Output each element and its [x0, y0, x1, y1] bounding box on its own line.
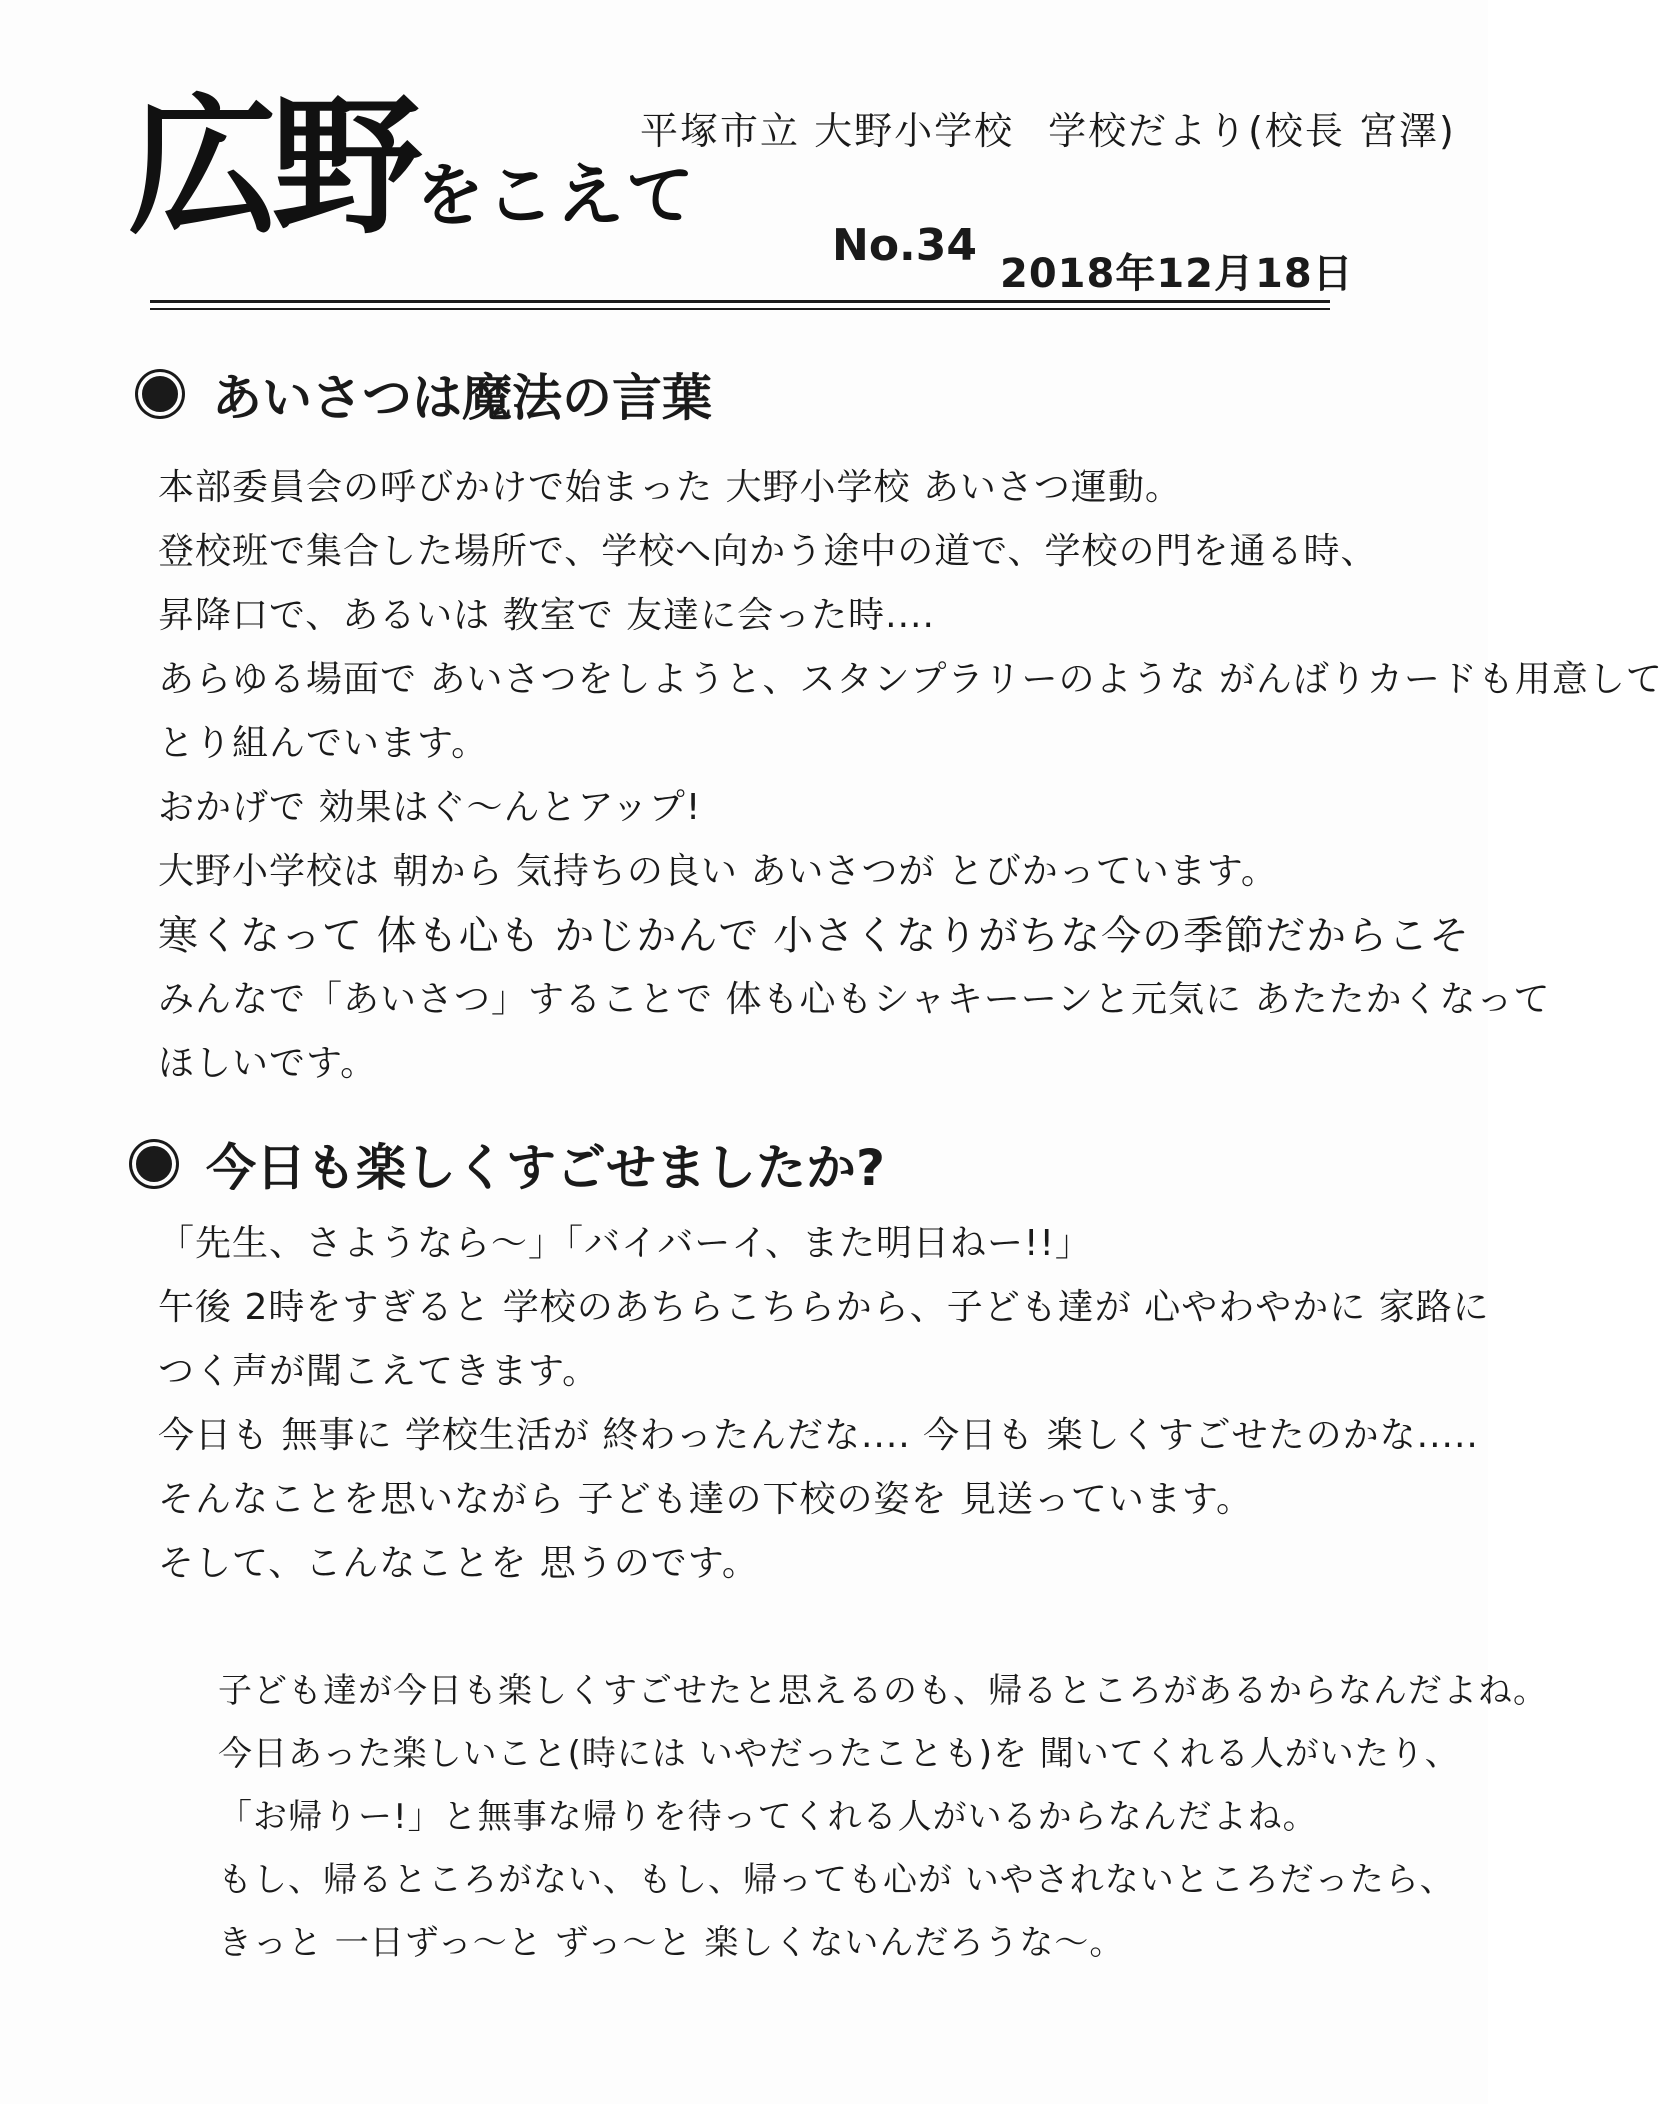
section-heading-text: あいさつは魔法の言葉: [212, 369, 712, 427]
section-heading-text: 今日も楽しくすごせましたか?: [206, 1139, 886, 1197]
body-line: みんなで「あいさつ」することで 体も心もシャキーーンと元気に あたたかくなって: [158, 979, 1551, 1020]
masthead-title-small: をこえて: [416, 156, 697, 236]
header-rule-top: [150, 300, 1330, 303]
bullet-icon: [136, 1146, 172, 1182]
body-line: とり組んでいます。: [158, 723, 489, 764]
body-line: ほしいです。: [158, 1043, 378, 1084]
quote-line: もし、帰るところがない、もし、帰っても心が いやされないところだったら、: [218, 1860, 1455, 1900]
quote-line: 今日あった楽しいこと(時には いやだったことも)を 聞いてくれる人がいたり、: [218, 1734, 1460, 1774]
body-line: 「先生、さようなら〜」「バイバーイ、また明日ねー!!」: [158, 1223, 1092, 1264]
quote-line: きっと 一日ずっ〜と ずっ〜と 楽しくないんだろうな〜。: [218, 1923, 1125, 1963]
body-line: 今日も 無事に 学校生活が 終わったんだな.... 今日も 楽しくすごせたのかな.....: [158, 1415, 1479, 1456]
body-line: 本部委員会の呼びかけで始まった 大野小学校 あいさつ運動。: [158, 467, 1182, 508]
body-line: 大野小学校は 朝から 気持ちの良い あいさつが とびかっています。: [158, 851, 1278, 892]
section-heading-greeting: [142, 358, 712, 430]
school-name: 平塚市立 大野小学校: [640, 109, 1015, 153]
quote-line: 「お帰りー!」と無事な帰りを待ってくれる人がいるからなんだよね。: [218, 1797, 1318, 1837]
issue-number: No.34: [832, 220, 977, 271]
section-body-greeting: [158, 456, 1663, 1096]
masthead-title-large: 広野: [128, 79, 417, 255]
issue-date: 2018年12月18日: [1000, 251, 1354, 297]
body-line: おかげで 効果はぐ〜んとアップ!: [158, 787, 702, 828]
body-line: 昇降口で、あるいは 教室で 友達に会った時....: [158, 595, 935, 636]
quote-line: 子ども達が今日も楽しくすごせたと思えるのも、帰るところがあるからなんだよね。: [218, 1671, 1548, 1711]
body-line: あらゆる場面で あいさつをしようと、スタンプラリーのような がんばりカードも用意して: [158, 659, 1663, 700]
newsletter-name: 学校だより(校長 宮澤): [1048, 109, 1456, 153]
section-quote-today: [218, 1660, 1548, 1975]
section-body-today: [158, 1212, 1490, 1596]
body-line: そして、こんなことを 思うのです。: [158, 1543, 759, 1584]
body-line: つく声が聞こえてきます。: [158, 1351, 600, 1392]
body-line: 登校班で集合した場所で、学校へ向かう途中の道で、学校の門を通る時、: [158, 531, 1378, 572]
bullet-icon: [142, 376, 178, 412]
masthead-title: [128, 79, 697, 255]
section-heading-today: [136, 1128, 885, 1200]
publisher-line: [640, 100, 1490, 155]
body-line: 寒くなって 体も心も かじかんで 小さくなりがちな今の季節だからこそ: [158, 913, 1471, 959]
body-line: そんなことを思いながら 子ども達の下校の姿を 見送っています。: [158, 1479, 1254, 1520]
body-line: 午後 2時をすぎると 学校のあちらこちらから、子ども達が 心やわやかに 家路に: [158, 1287, 1490, 1328]
header-rule-bottom: [150, 308, 1330, 310]
